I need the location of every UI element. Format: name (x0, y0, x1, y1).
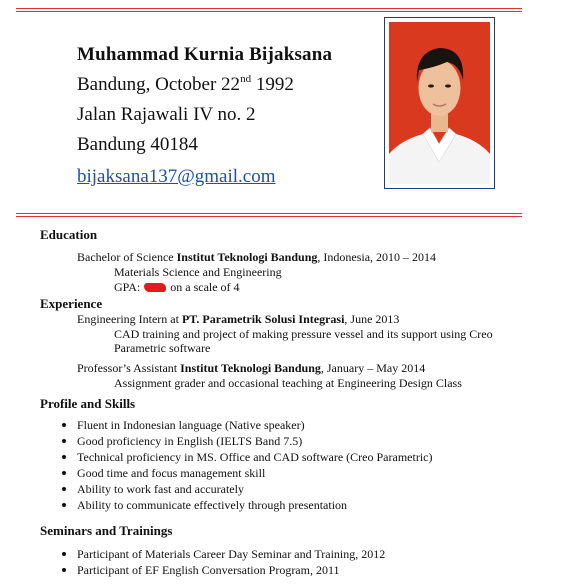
education-gpa (40, 280, 540, 295)
list-item: Ability to communicate effectively through presentation (40, 497, 540, 513)
experience-heading: Experience (40, 296, 103, 311)
list-item: Good proficiency in English (IELTS Band 7.5) (40, 433, 540, 449)
portrait-photo (384, 17, 495, 189)
seminars-section (40, 522, 540, 578)
gpa-redaction-mark (144, 283, 166, 292)
full-name: Muhammad Kurnia Bijaksana (77, 44, 333, 65)
header-divider (16, 213, 522, 217)
seminars-heading: Seminars and Trainings (40, 523, 173, 538)
degree-suffix: , Indonesia, 2010 – 2014 (317, 250, 437, 264)
seminars-spacer (40, 539, 540, 546)
photo-neck (431, 114, 448, 132)
education-section (40, 226, 540, 295)
photo-eye-left (428, 84, 434, 87)
list-item: Participant of Materials Career Day Seminar and Training, 2012 (40, 546, 540, 562)
portrait-photo-icon (389, 22, 490, 184)
top-divider (16, 8, 522, 12)
list-item: Good time and focus management skill (40, 465, 540, 481)
list-item: Fluent in Indonesian language (Native speaker) (40, 417, 540, 433)
birth-place-date (77, 70, 377, 100)
experience-role: Engineering Intern at (77, 312, 182, 326)
education-degree (40, 250, 540, 265)
seminars-list (40, 546, 540, 578)
address-street: Jalan Rajawali IV no. 2 (77, 104, 256, 125)
experience-detail: Assignment grader and occasional teaching at Engineering Design Class (114, 376, 462, 390)
birth-date-text: Bandung, October 22 (77, 74, 241, 95)
degree-prefix: Bachelor of Science (77, 250, 177, 264)
address-city: Bandung 40184 (77, 134, 198, 155)
skills-heading: Profile and Skills (40, 396, 136, 411)
birth-date-ordinal: nd (240, 73, 252, 85)
birth-year: 1992 (251, 74, 294, 95)
education-heading: Education (40, 227, 98, 242)
education-spacer (40, 243, 540, 250)
experience-detail: CAD training and project of making pressure vessel and its support using Creo Parametric software (114, 327, 493, 355)
skills-list (40, 417, 540, 513)
experience-period: , June 2013 (344, 312, 400, 326)
resume-body (40, 226, 540, 578)
experience-role: Professor’s Assistant (77, 361, 181, 375)
email-link[interactable]: bijaksana137@gmail.com (77, 166, 276, 187)
experience-period: , January – May 2014 (320, 361, 426, 375)
skills-section (40, 395, 540, 513)
experience-item (40, 361, 540, 376)
list-item: Participant of EF English Conversation Program, 2011 (40, 562, 540, 578)
gpa-label: GPA: (114, 280, 144, 294)
list-item: Technical proficiency in MS. Office and CAD software (Creo Parametric) (40, 449, 540, 465)
experience-org: PT. Parametrik Solusi Integrasi (181, 312, 345, 326)
experience-item (40, 312, 540, 327)
photo-eye-right (445, 84, 451, 87)
experience-org: Institut Teknologi Bandung (180, 361, 321, 375)
list-item: Ability to work fast and accurately (40, 481, 540, 497)
section-spacer (40, 513, 540, 522)
education-major: Materials Science and Engineering (114, 265, 282, 279)
degree-institution: Institut Teknologi Bandung (176, 250, 318, 264)
contact-header (77, 40, 377, 192)
gpa-scale: on a scale of 4 (167, 280, 240, 294)
experience-section (40, 295, 540, 391)
